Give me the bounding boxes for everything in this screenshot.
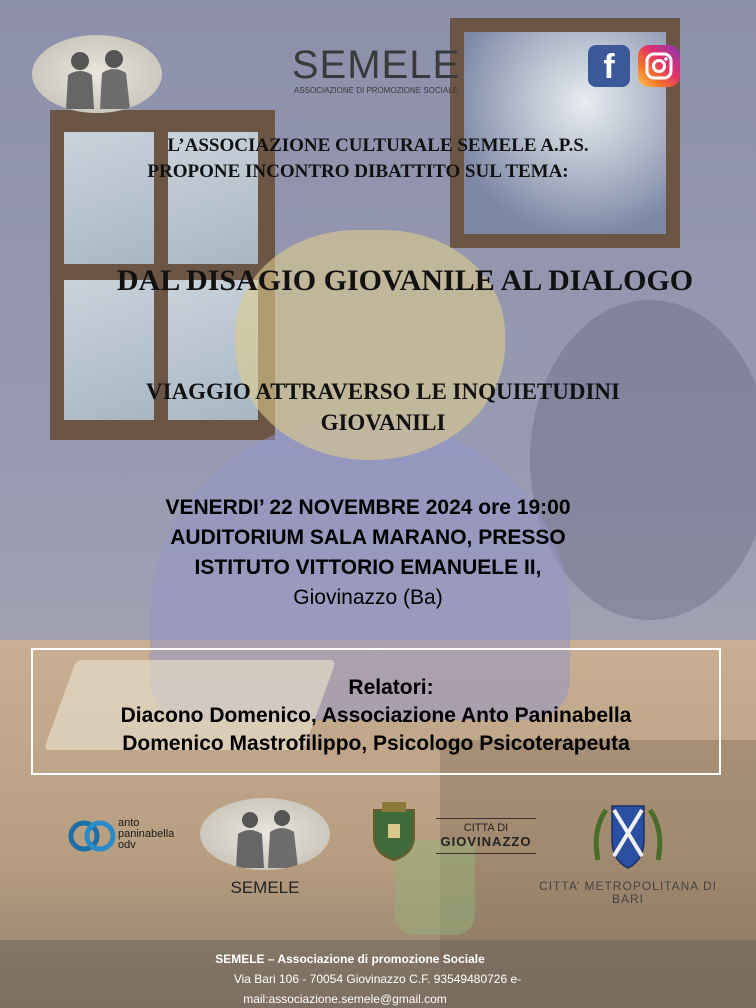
event-venue-line-1: AUDITORIUM SALA MARANO, PRESSO [170, 526, 566, 549]
anto-label-3: odv [118, 839, 136, 851]
event-date: VENERDI’ 22 NOVEMBRE 2024 ore 19:00 [165, 496, 571, 519]
semele-partner-label: SEMELE [230, 878, 300, 897]
footer-line-3[interactable]: mail:associazione.semele@gmail.com [243, 992, 447, 1006]
event-city: Giovinazzo (Ba) [293, 586, 443, 609]
metro-label-2: BARI [611, 892, 644, 906]
metropolitan-city-coat-of-arms-icon [590, 800, 666, 876]
footer [0, 949, 700, 1008]
footer-line-2: Via Bari 106 - 70054 Giovinazzo C.F. 93549480726 e- [233, 972, 522, 986]
semele-logo-image [32, 35, 162, 113]
citta-label-1: CITTA DI [463, 822, 509, 834]
org-name: SEMELE [291, 43, 461, 87]
facebook-icon[interactable]: f [588, 45, 630, 87]
giovinazzo-coat-of-arms-icon [366, 800, 422, 862]
metro-label-1: CITTA’ METROPOLITANA DI [539, 879, 717, 893]
anto-label-1: anto [118, 817, 140, 829]
anto-label-2: paninabella [118, 828, 175, 840]
intro-line-1: L’ASSOCIAZIONE CULTURALE SEMELE A.P.S. [167, 135, 589, 156]
event-title: DAL DISAGIO GIOVANILE AL DIALOGO [116, 264, 694, 297]
event-details [0, 493, 736, 613]
speakers-text [31, 674, 721, 758]
anto-paninabella-rings-icon [68, 816, 116, 856]
speakers-heading: Relatori: [348, 676, 434, 699]
subtitle-line-2: GIOVANILI [320, 410, 446, 435]
speaker-2: Domenico Mastrofilippo, Psicologo Psicoterapeuta [122, 732, 630, 755]
metro-city-label [520, 880, 736, 906]
intro-line-2: PROPONE INCONTRO DIBATTITO SUL TEMA: [147, 161, 569, 182]
event-subtitle [0, 376, 756, 438]
citta-label-2: GIOVINAZZO [440, 834, 532, 849]
org-subtitle: ASSOCIAZIONE DI PROMOZIONE SOCIALE [293, 86, 459, 95]
footer-line-1: SEMELE – Associazione di promozione Sociale [215, 952, 485, 966]
subtitle-line-1: VIAGGIO ATTRAVERSO LE INQUIETUDINI [146, 379, 620, 404]
event-venue-line-2: ISTITUTO VITTORIO EMANUELE II, [194, 556, 542, 579]
anto-paninabella-logo [68, 812, 198, 862]
citta-giovinazzo-logo [436, 818, 536, 854]
org-header [276, 44, 476, 95]
instagram-icon[interactable] [638, 45, 680, 87]
speaker-1: Diacono Domenico, Associazione Anto Paninabella [120, 704, 632, 727]
intro-text [0, 133, 756, 185]
semele-partner-logo-image [200, 798, 330, 870]
